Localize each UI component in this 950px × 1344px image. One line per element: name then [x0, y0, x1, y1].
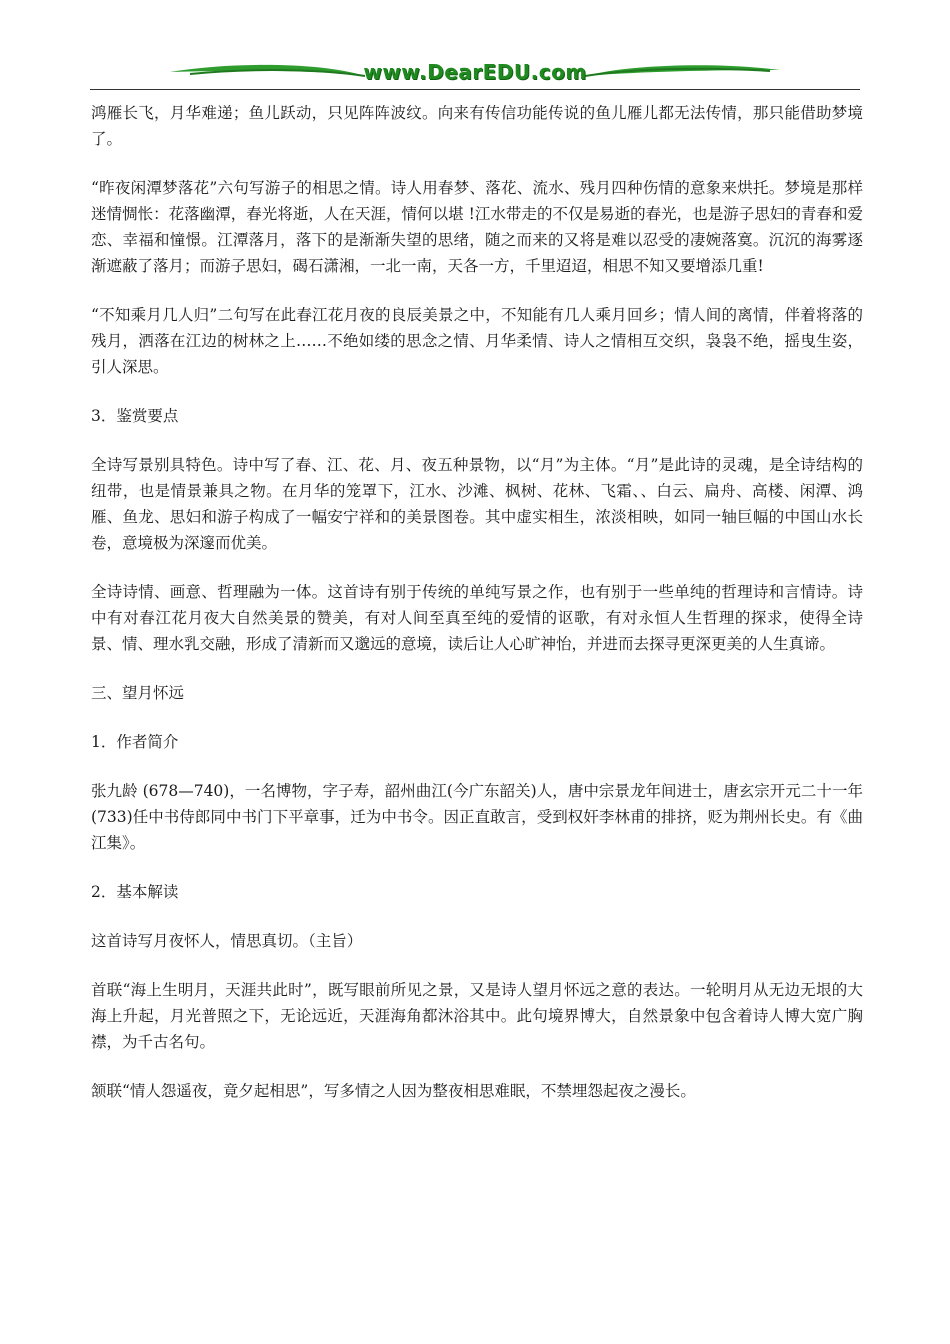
paragraph: 全诗诗情、画意、哲理融为一体。这首诗有别于传统的单纯写景之作，也有别于一些单纯的哲理诗和言情诗。诗中有对春江花月夜大自然美景的赞美，有对人间至真至纯的爱情的讴歌，有对永恒人生哲理的探求，使得全诗景、情、理水乳交融，形成了清新而又邈远的意境，读后让人心旷神怡，并进而去探寻更深更美的人生真谛。 [91, 583, 863, 653]
site-header [90, 58, 860, 92]
paragraph: “昨夜闲潭梦落花”六句写游子的相思之情。诗人用春梦、落花、流水、残月四种伤情的意象来烘托。梦境是那样迷情惆怅：花落幽潭，春光将逝，人在天涯，情何以堪 !江水带走的不仅是易逝的春光，也是游子思妇的青春和爱恋、幸福和憧憬。江潭落月，落下的是渐渐失望的思绪，随之而来的又将是难以忍受的凄婉落寞。沉沉的海雾逐渐遮蔽了落月；而游子思妇，碣石潇湘，一北一南，天各一方，千里迢迢，相思不知又要增添几重! [91, 179, 863, 275]
paragraph: “不知乘月几人归”二句写在此春江花月夜的良辰美景之中，不知能有几人乘月回乡；情人间的离情，伴着将落的残月，洒落在江边的树林之上……不绝如缕的思念之情、月华柔情、诗人之情相互交织，袅袅不绝，摇曳生姿，引人深思。 [91, 306, 863, 376]
paragraph: 全诗写景别具特色。诗中写了春、江、花、月、夜五种景物，以“月”为主体。“月”是此诗的灵魂，是全诗结构的纽带，也是情景兼具之物。在月华的笼罩下，江水、沙滩、枫树、花林、飞霜、、白云、扁舟、高楼、闲潭、鸿雁、鱼龙、思妇和游子构成了一幅安宁祥和的美景图卷。其中虚实相生，浓淡相映，如同一轴巨幅的中国山水长卷，意境极为深邃而优美。 [91, 456, 863, 552]
paragraph: 鸿雁长飞，月华难递；鱼儿跃动，只见阵阵波纹。向来有传信功能传说的鱼儿雁儿都无法传情，那只能借助梦境了。 [91, 104, 863, 148]
paragraph: 颔联“情人怨遥夜，竟夕起相思”，写多情之人因为整夜相思难眠，不禁埋怨起夜之漫长。 [91, 1082, 696, 1100]
paragraph: 这首诗写月夜怀人，情思真切。（主旨） [91, 932, 363, 950]
site-name: www.DearEDU.com [363, 60, 587, 84]
section-heading: 2．基本解读 [91, 883, 179, 901]
section-heading: 3．鉴赏要点 [91, 407, 179, 425]
paragraph: 首联“海上生明月，天涯共此时”，既写眼前所见之景，又是诗人望月怀远之意的表达。一轮明月从无边无垠的大海上升起，月光普照之下，无论远近，天涯海角都沐浴其中。此句境界博大，自然景象中包含着诗人博大宽广胸襟，为千古名句。 [91, 981, 863, 1051]
header-divider [90, 89, 860, 90]
article-body [91, 100, 863, 1104]
paragraph: 张九龄 (678—740)，一名博物，字子寿，韶州曲江(今广东韶关)人，唐中宗景龙年间进士，唐玄宗开元二十一年(733)任中书侍郎同中书门下平章事，迁为中书令。因正直敢言，受到权奸李林甫的排挤，贬为荆州长史。有《曲江集》。 [91, 782, 863, 852]
section-heading: 三、望月怀远 [91, 684, 185, 702]
section-heading: 1．作者简介 [91, 733, 179, 751]
